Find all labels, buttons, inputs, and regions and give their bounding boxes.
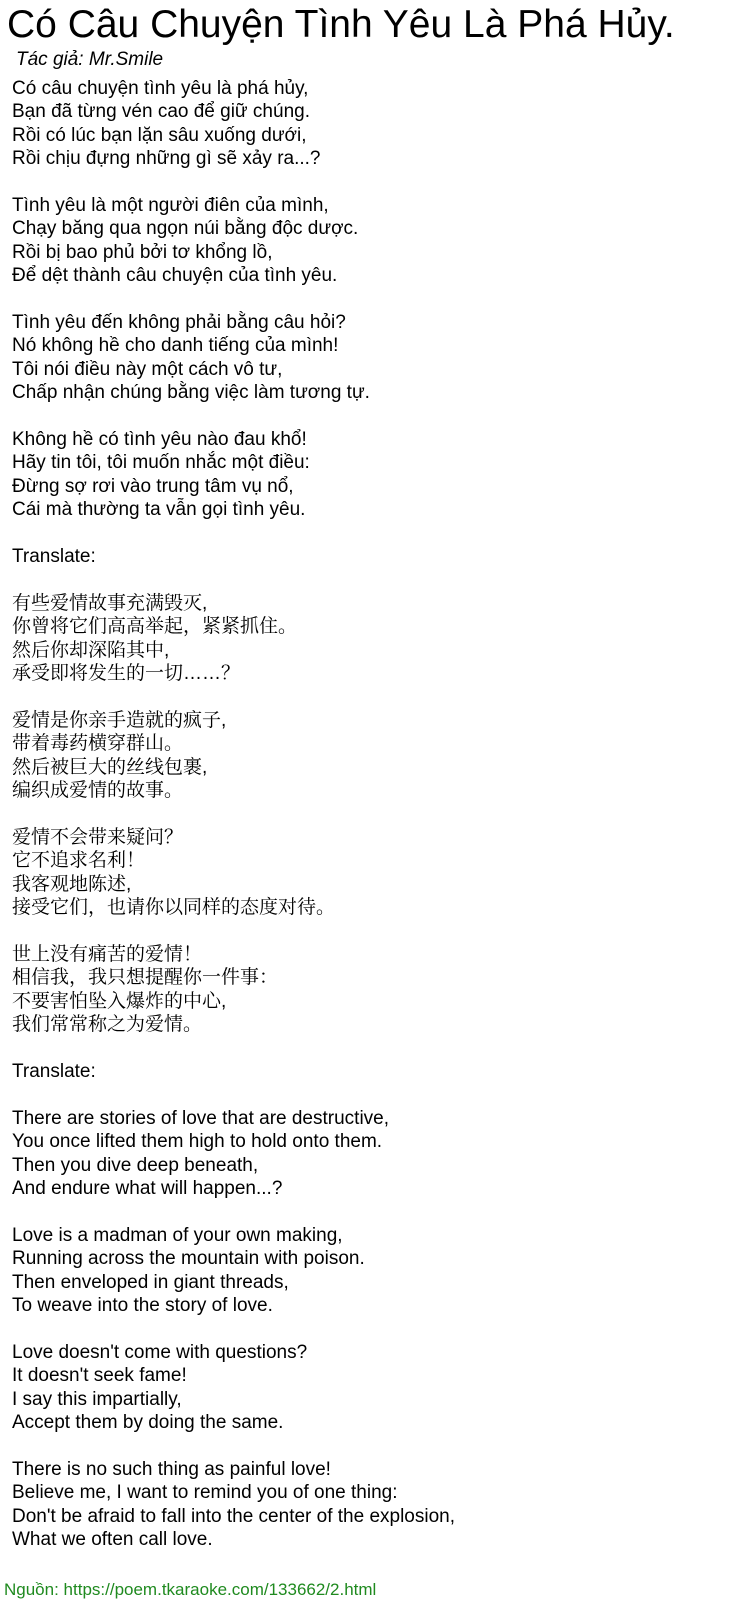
source-link[interactable]: https://poem.tkaraoke.com/133662/2.html [63,1580,377,1599]
poem-line: Chạy băng qua ngọn núi bằng độc dược. [12,218,359,240]
poem-line: 我客观地陈述, [12,873,132,895]
poem-line: Love doesn't come with questions? [12,1341,308,1363]
stanza [12,709,739,803]
stanza-gap [12,1317,739,1340]
poem-line: 不要害怕坠入爆炸的中心, [12,990,227,1012]
poem-line: It doesn't seek fame! [12,1365,187,1387]
poem-line: 有些爱情故事充满毁灭, [12,592,208,614]
poem-line: Để dệt thành câu chuyện của tình yêu. [12,265,338,287]
poem-line: And endure what will happen...? [12,1177,283,1199]
source-line [4,1580,376,1600]
stanza [12,1341,739,1435]
poem-line: To weave into the story of love. [12,1294,273,1316]
stanza-gap [12,803,739,826]
poem-line: 编织成爱情的故事。 [12,780,184,802]
poem-line: 爱情不会带来疑问？ [12,826,184,848]
stanza [12,545,739,568]
stanza [12,77,739,171]
poem-author: Tác giả: Mr.Smile [16,49,164,70]
stanza [12,1458,739,1552]
poem-line: Accept them by doing the same. [12,1411,284,1433]
poem-line: Translate: [12,1060,96,1082]
poem-line: Nó không hề cho danh tiếng của mình! [12,335,339,357]
source-label: Nguồn: [4,1580,64,1599]
poem-line: Rồi bị bao phủ bởi tơ khổng lồ, [12,241,273,263]
poem-line: There is no such thing as painful love! [12,1458,331,1480]
stanza [12,592,739,686]
poem-line: Don't be afraid to fall into the center of the explosion, [12,1505,456,1527]
poem-line: Hãy tin tôi, tôi muốn nhắc một điều: [12,452,310,474]
poem-line: Love is a madman of your own making, [12,1224,343,1246]
poem-line: Then enveloped in giant threads, [12,1271,289,1293]
poem-line: 我们常常称之为爱情。 [12,1014,203,1036]
stanza-gap [12,1434,739,1457]
poem-line: Translate: [12,546,96,568]
poem-line: 接受它们，也请你以同样的态度对待。 [12,897,336,919]
stanza [12,1224,739,1318]
stanza [12,826,739,920]
poem-line: 世上没有痛苦的爱情！ [12,943,203,965]
poem-line: Tình yêu đến không phải bằng câu hỏi? [12,312,346,334]
stanza [12,1060,739,1083]
stanza [12,311,739,405]
stanza [12,1107,739,1201]
poem-line: Chấp nhận chúng bằng việc làm tương tự. [12,382,370,404]
poem-title: Có Câu Chuyện Tình Yêu Là Phá Hủy. [7,3,675,46]
poem-line: Tôi nói điều này một cách vô tư, [12,358,283,380]
stanza [12,194,739,288]
poem-line: Cái mà thường ta vẫn gọi tình yêu. [12,499,306,521]
poem-line: 它不追求名利！ [12,850,146,872]
poem-page [0,2,739,1624]
stanza-gap [12,1200,739,1223]
poem-line: 爱情是你亲手造就的疯子, [12,709,227,731]
poem-line: Bạn đã từng vén cao để giữ chúng. [12,101,310,123]
poem-line: Believe me, I want to remind you of one thing: [12,1482,398,1504]
stanza-gap [12,522,739,545]
poem-line: Có câu chuyện tình yêu là phá hủy, [12,78,309,99]
stanza [12,428,739,522]
poem-line: Then you dive deep beneath, [12,1154,259,1176]
poem-line: Tình yêu là một người điên của mình, [12,195,329,217]
poem-line: Không hề có tình yêu nào đau khổ! [12,429,307,451]
poem-line: 你曾将它们高高举起，紧紧抓住。 [12,616,298,638]
stanza-gap [12,568,739,591]
poem-line: What we often call love. [12,1528,213,1550]
poem-line: Rồi chịu đựng những gì sẽ xảy ra...? [12,148,321,170]
poem-line: Running across the mountain with poison. [12,1248,365,1270]
stanza [12,943,739,1037]
stanza-gap [12,1083,739,1106]
stanza-gap [12,171,739,194]
poem-body [12,77,739,1551]
poem-line: 然后被巨大的丝线包裹, [12,756,208,778]
poem-line: I say this impartially, [12,1388,182,1410]
stanza-gap [12,405,739,428]
stanza-gap [12,288,739,311]
poem-line: 相信我，我只想提醒你一件事： [12,967,279,989]
poem-line: Rồi có lúc bạn lặn sâu xuống dưới, [12,124,307,146]
poem-line: Đừng sợ rơi vào trung tâm vụ nổ, [12,475,294,497]
stanza-gap [12,920,739,943]
poem-line: 承受即将发生的一切……？ [12,663,241,685]
stanza-gap [12,685,739,708]
poem-line: You once lifted them high to hold onto them. [12,1131,383,1153]
stanza-gap [12,1037,739,1060]
poem-line: There are stories of love that are destructive, [12,1107,390,1129]
poem-line: 带着毒药横穿群山。 [12,733,184,755]
poem-line: 然后你却深陷其中, [12,639,170,661]
